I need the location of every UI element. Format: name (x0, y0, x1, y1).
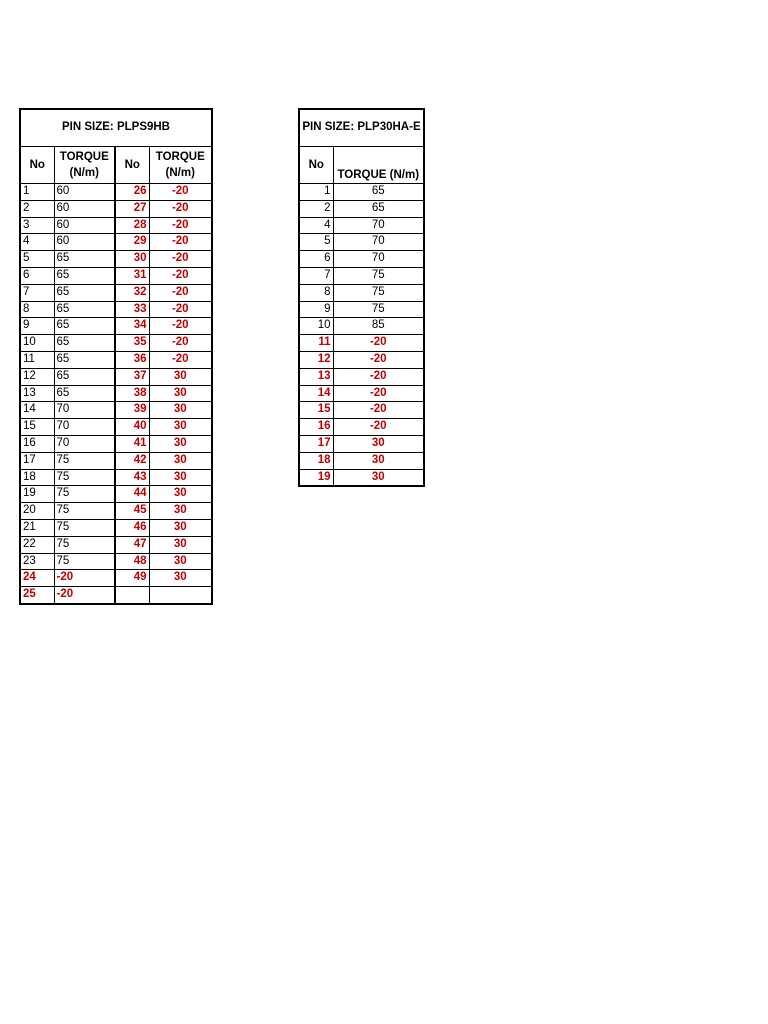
table-cell: 40 (115, 419, 149, 436)
table-cell: 4 (20, 234, 54, 251)
table-cell: 60 (54, 200, 115, 217)
table-cell: 30 (149, 503, 212, 520)
table-cell: 75 (54, 469, 115, 486)
table-row (20, 385, 212, 402)
table-cell: 8 (20, 301, 54, 318)
table-cell: 65 (54, 251, 115, 268)
table-cell: 30 (149, 536, 212, 553)
table-cell: 23 (20, 553, 54, 570)
table-cell: 30 (115, 251, 149, 268)
table-row (299, 402, 424, 419)
table-row (20, 284, 212, 301)
table-cell: 75 (54, 452, 115, 469)
table-cell: 46 (115, 519, 149, 536)
table-row (299, 335, 424, 352)
table-cell: 42 (115, 452, 149, 469)
table-cell: -20 (149, 318, 212, 335)
table-cell: 21 (20, 519, 54, 536)
table-cell: 19 (20, 486, 54, 503)
table-cell: 60 (54, 217, 115, 234)
table-cell: 28 (115, 217, 149, 234)
table-cell: 85 (333, 318, 424, 335)
table-cell: -20 (149, 301, 212, 318)
table-cell: -20 (149, 217, 212, 234)
table-cell: -20 (149, 200, 212, 217)
col-header-torque: TORQUE (N/m) (149, 147, 212, 184)
table-cell: 75 (54, 486, 115, 503)
table-cell: 15 (299, 402, 333, 419)
table-row (299, 200, 424, 217)
table-cell: 7 (299, 267, 333, 284)
table-row (20, 184, 212, 201)
table-row (299, 251, 424, 268)
table-cell: 5 (20, 251, 54, 268)
table-cell: 30 (149, 570, 212, 587)
table-row (20, 469, 212, 486)
table-row (20, 519, 212, 536)
table-cell: 20 (20, 503, 54, 520)
table-cell: 44 (115, 486, 149, 503)
table-cell: 18 (20, 469, 54, 486)
table-cell: 75 (333, 284, 424, 301)
table-row (299, 284, 424, 301)
table-row (20, 452, 212, 469)
table-cell: 60 (54, 184, 115, 201)
table-row (20, 318, 212, 335)
table-cell: 65 (54, 385, 115, 402)
table-cell: 33 (115, 301, 149, 318)
table-cell: 6 (299, 251, 333, 268)
table-cell: 32 (115, 284, 149, 301)
table-row (299, 469, 424, 486)
table-cell: 5 (299, 234, 333, 251)
table-cell: 2 (20, 200, 54, 217)
table-row (20, 234, 212, 251)
table-cell: 7 (20, 284, 54, 301)
table-cell: -20 (333, 419, 424, 436)
table-cell: 1 (299, 184, 333, 201)
table-row (20, 486, 212, 503)
table-cell: 39 (115, 402, 149, 419)
table-row (20, 335, 212, 352)
table-cell: 60 (54, 234, 115, 251)
table-cell: 14 (20, 402, 54, 419)
table-cell: 30 (149, 553, 212, 570)
table-row (299, 452, 424, 469)
table-cell: 9 (20, 318, 54, 335)
table-cell: 14 (299, 385, 333, 402)
table-row (299, 217, 424, 234)
table-cell: 75 (333, 301, 424, 318)
table-cell: 38 (115, 385, 149, 402)
table-row (20, 351, 212, 368)
table-cell: 25 (20, 587, 54, 604)
table-cell: -20 (149, 335, 212, 352)
table-cell: -20 (149, 234, 212, 251)
table-row (299, 184, 424, 201)
table-cell: 47 (115, 536, 149, 553)
table-cell: 35 (115, 335, 149, 352)
table-cell: 65 (54, 368, 115, 385)
table-cell: 13 (20, 385, 54, 402)
table-cell: 70 (54, 435, 115, 452)
col-header-torque: TORQUE (N/m) (54, 147, 115, 184)
table-cell: 30 (149, 385, 212, 402)
table-cell: 11 (20, 351, 54, 368)
table-cell: 37 (115, 368, 149, 385)
table-row (20, 251, 212, 268)
table-cell: 16 (299, 419, 333, 436)
table-row (299, 385, 424, 402)
table-cell: 17 (299, 435, 333, 452)
table-cell: 8 (299, 284, 333, 301)
table-cell: -20 (54, 587, 115, 604)
table-row (299, 419, 424, 436)
table-cell: -20 (333, 402, 424, 419)
table-cell: 30 (149, 368, 212, 385)
table-cell: 49 (115, 570, 149, 587)
table-row (20, 301, 212, 318)
table-cell: 29 (115, 234, 149, 251)
table-row (299, 234, 424, 251)
table-cell: 18 (299, 452, 333, 469)
table-cell: 70 (333, 217, 424, 234)
col-header-no: No (20, 147, 54, 184)
table-cell: -20 (149, 351, 212, 368)
table-cell: -20 (149, 251, 212, 268)
table-row (299, 368, 424, 385)
table-cell: 1 (20, 184, 54, 201)
table-cell: -20 (54, 570, 115, 587)
table-cell: 34 (115, 318, 149, 335)
table-row (20, 553, 212, 570)
table-row (20, 419, 212, 436)
table-row (20, 200, 212, 217)
table-cell: 2 (299, 200, 333, 217)
table-cell: -20 (149, 184, 212, 201)
table-cell: 65 (54, 301, 115, 318)
table-cell: 70 (333, 234, 424, 251)
table-cell: 30 (149, 419, 212, 436)
table-cell: 30 (149, 402, 212, 419)
table-cell: -20 (333, 335, 424, 352)
table-cell: 26 (115, 184, 149, 201)
table-cell: 65 (54, 284, 115, 301)
table-cell: 30 (333, 469, 424, 486)
table-cell: 75 (54, 536, 115, 553)
table-cell: 4 (299, 217, 333, 234)
table-cell: 41 (115, 435, 149, 452)
table-row (20, 435, 212, 452)
table-cell: 30 (149, 519, 212, 536)
table-cell: 10 (20, 335, 54, 352)
table-row (299, 318, 424, 335)
table-cell: 13 (299, 368, 333, 385)
table-cell: 3 (20, 217, 54, 234)
table-cell: 75 (333, 267, 424, 284)
table-cell: 30 (149, 452, 212, 469)
table-row (20, 536, 212, 553)
torque-table-plps9hb (19, 108, 213, 605)
table-cell: 70 (333, 251, 424, 268)
table-cell: -20 (149, 267, 212, 284)
table-cell: 65 (54, 318, 115, 335)
table-cell: -20 (333, 385, 424, 402)
torque-table-plp30ha-e (298, 108, 425, 487)
table-cell: 6 (20, 267, 54, 284)
table-cell: 48 (115, 553, 149, 570)
table-cell: 19 (299, 469, 333, 486)
table-cell: 75 (54, 519, 115, 536)
table-cell: 30 (149, 469, 212, 486)
table-cell: 12 (20, 368, 54, 385)
table-row (20, 402, 212, 419)
table-row (20, 217, 212, 234)
table-cell: 65 (333, 184, 424, 201)
table-cell: 75 (54, 503, 115, 520)
table-cell: -20 (149, 284, 212, 301)
table-cell: 65 (54, 267, 115, 284)
table-cell: 65 (54, 351, 115, 368)
table-cell: 65 (54, 335, 115, 352)
table-title: PIN SIZE: PLP30HA-E (299, 109, 424, 147)
table-cell: 36 (115, 351, 149, 368)
table-cell: 70 (54, 402, 115, 419)
table-cell: 24 (20, 570, 54, 587)
table-cell: 31 (115, 267, 149, 284)
table-cell: 15 (20, 419, 54, 436)
table-cell: -20 (333, 351, 424, 368)
table-cell: 65 (333, 200, 424, 217)
table-cell: 45 (115, 503, 149, 520)
table-cell: 75 (54, 553, 115, 570)
table-cell: 43 (115, 469, 149, 486)
table-cell: 17 (20, 452, 54, 469)
table-cell: 30 (149, 486, 212, 503)
table-row (20, 587, 212, 604)
table-title: PIN SIZE: PLPS9HB (20, 109, 212, 147)
table-cell (115, 587, 149, 604)
table-cell: 9 (299, 301, 333, 318)
table-cell: 10 (299, 318, 333, 335)
table-row (299, 301, 424, 318)
col-header-no: No (299, 147, 333, 184)
table-row (20, 267, 212, 284)
table-row (20, 570, 212, 587)
col-header-no: No (115, 147, 149, 184)
table-cell: 12 (299, 351, 333, 368)
table-cell (149, 587, 212, 604)
table-row (299, 435, 424, 452)
table-cell: 70 (54, 419, 115, 436)
table-cell: 22 (20, 536, 54, 553)
table-cell: 30 (333, 435, 424, 452)
table-cell: 16 (20, 435, 54, 452)
table-cell: 11 (299, 335, 333, 352)
table-row (20, 368, 212, 385)
table-cell: 27 (115, 200, 149, 217)
col-header-torque: TORQUE (N/m) (333, 147, 424, 184)
table-row (20, 503, 212, 520)
table-cell: -20 (333, 368, 424, 385)
table-row (299, 351, 424, 368)
table-row (299, 267, 424, 284)
table-cell: 30 (333, 452, 424, 469)
table-cell: 30 (149, 435, 212, 452)
